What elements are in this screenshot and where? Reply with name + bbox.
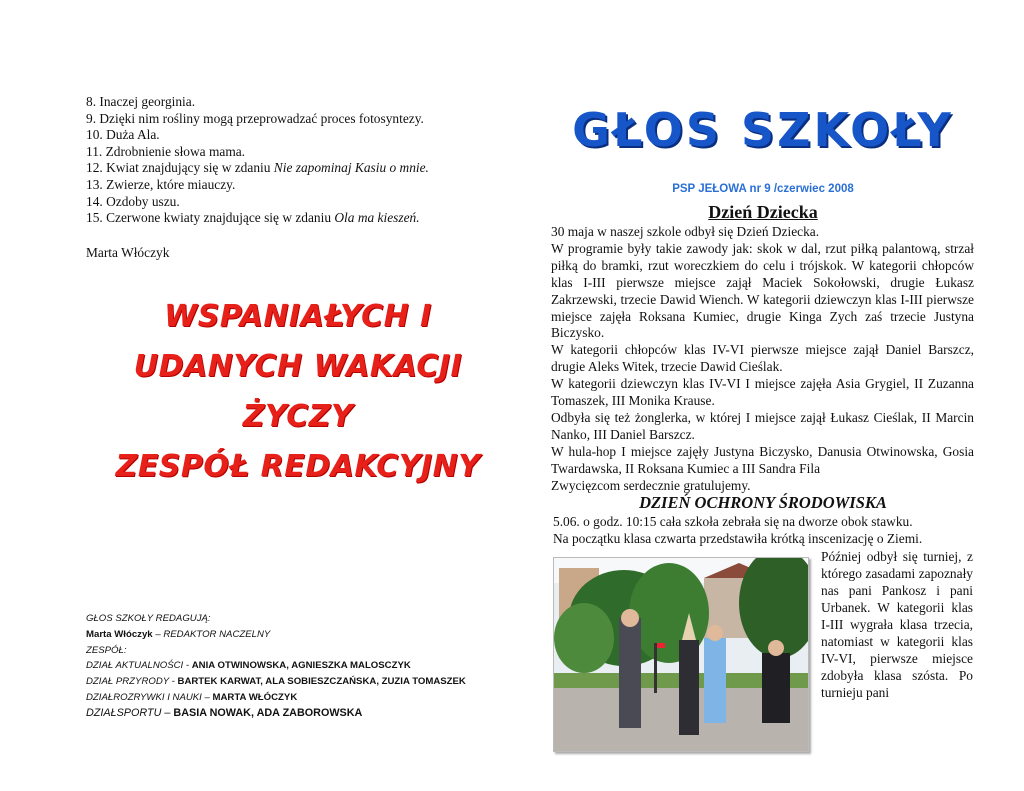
article-paragraph: W hula-hop I miejsce zajęły Justyna Biczysko, Danusia Otwinowska, Gosia Twardawska, II Roksana Kumiec a III Sandra Fila bbox=[551, 443, 974, 476]
article-line: Na początku klasa czwarta przedstawiła krótką inscenizację o Ziemi. bbox=[553, 530, 923, 546]
riddle-item bbox=[86, 210, 486, 227]
issue-subtitle: PSP JEŁOWA nr 9 /czerwiec 2008 bbox=[672, 183, 854, 195]
section-label: DZIAŁROZRYWKI I NAUKI – bbox=[86, 691, 213, 703]
article-line: 5.06. o godz. 10:15 cała szkoła zebrała się na dworze obok stawku. bbox=[553, 514, 913, 529]
staff-heading: GŁOS SZKOŁY REDAGUJĄ: bbox=[86, 613, 211, 624]
editor-name: Marta Włóczyk bbox=[86, 628, 153, 640]
article-paragraph: Odbyła się też żonglerka, w której I miejsce zajął Łukasz Cieślak, II Marcin Nanko, III Daniel Barszcz. bbox=[551, 409, 974, 442]
section-heading-childrens-day: Dzień Dziecka bbox=[708, 202, 818, 222]
staff-editor bbox=[86, 627, 506, 643]
holiday-wishes bbox=[90, 292, 506, 492]
photo-drawing bbox=[554, 558, 808, 751]
section-label: DZIAŁ AKTUALNOŚCI - bbox=[86, 660, 192, 672]
event-photo bbox=[553, 557, 809, 752]
wish-line: ZESPÓŁ REDAKCYJNY bbox=[115, 449, 481, 484]
riddle-text: 15. Czerwone kwiaty znajdujące się w zdaniu bbox=[86, 210, 335, 226]
article-paragraph: W kategorii chłopców klas IV-VI pierwsze miejsce zajął Daniel Barszcz, drugie Aleks Witek, trzecie Dawid Cieślak. bbox=[551, 342, 974, 375]
wish-line: WSPANIAŁYCH I bbox=[164, 299, 432, 334]
editorial-staff bbox=[86, 611, 506, 722]
newspaper-title: GŁOS SZKOŁY bbox=[572, 103, 954, 157]
staff-section bbox=[86, 706, 506, 722]
riddle-quote: Nie zapominaj Kasiu o mnie. bbox=[273, 160, 429, 176]
riddle-list bbox=[86, 94, 486, 227]
staff-section bbox=[86, 690, 506, 706]
riddle-item: 13. Zwierze, które miauczy. bbox=[86, 176, 236, 192]
wish-line: ŻYCZY bbox=[242, 399, 354, 434]
environment-article-column: Później odbył się turniej, z którego zasadami zapoznały nas pani Pankosz i pani Urbanek. W kategorii klas I-III wygrała klasa trzecia, natomiast w kategorii klas IV-VI, pierwsze miejsce zdobyła klasa szósta. Po turnieju pani bbox=[821, 549, 973, 700]
childrens-day-article bbox=[551, 224, 974, 495]
article-paragraph: Zwycięzcom serdecznie gratulujemy. bbox=[551, 477, 751, 493]
staff-section bbox=[86, 658, 506, 674]
riddle-quote: Ola ma kieszeń. bbox=[334, 210, 420, 226]
section-names: MARTA WŁÓCZYK bbox=[212, 691, 298, 703]
riddle-item: 8. Inaczej georginia. bbox=[86, 94, 196, 109]
section-names: BARTEK KARWAT, ALA SOBIESZCZAŃSKA, ZUZIA TOMASZEK bbox=[177, 676, 466, 688]
section-names: BASIA NOWAK, ADA ZABOROWSKA bbox=[173, 706, 363, 719]
section-label: DZIAŁSPORTU – bbox=[86, 706, 174, 719]
article-paragraph: 30 maja w naszej szkole odbył się Dzień Dziecka. bbox=[551, 224, 820, 239]
riddle-item bbox=[86, 160, 486, 177]
riddle-item: 9. Dzięki nim rośliny mogą przeprowadzać proces fotosyntezy. bbox=[86, 110, 424, 126]
staff-team-label: ZESPÓŁ: bbox=[86, 644, 127, 656]
article-paragraph: W kategorii dziewczyn klas IV-VI I miejsce zajęła Asia Grygiel, II Zuzanna Tomaszek, III Monika Krause. bbox=[551, 376, 974, 409]
riddle-item: 11. Zdrobnienie słowa mama. bbox=[86, 143, 246, 159]
section-label: DZIAŁ PRZYRODY - bbox=[86, 676, 178, 688]
author-name: Marta Włóczyk bbox=[86, 245, 170, 260]
riddle-item: 14. Ozdoby uszu. bbox=[86, 193, 180, 209]
environment-intro bbox=[553, 514, 973, 548]
riddle-item: 10. Duża Ala. bbox=[86, 127, 160, 143]
staff-section bbox=[86, 674, 506, 690]
section-names: ANIA OTWINOWSKA, AGNIESZKA MALOSCZYK bbox=[191, 660, 411, 672]
riddle-text: 12. Kwiat znajdujący się w zdaniu bbox=[86, 160, 274, 176]
article-paragraph: W programie były takie zawody jak: skok w dal, rzut piłką palantową, strzał piłką do bramki, rzut woreczkiem do celu i trójskok. W kategorii chłopców klas I-III pierwsze miejsce zajął Maciek Sokołowski, drugie Łukasz Zakrzewski, trzecie Dawid Wiench. W kategorii dziewczyn klas I-III pierwsze miejsce zajęła Roksana Kumiec, drugie Kinga Zych zaś trzecie Justyna Biczysko. bbox=[551, 240, 974, 341]
section-heading-environment-day: DZIEŃ OCHRONY ŚRODOWISKA bbox=[639, 493, 887, 512]
wish-line: UDANYCH WAKACJI bbox=[133, 349, 463, 384]
editor-role: – REDAKTOR NACZELNY bbox=[152, 628, 271, 640]
